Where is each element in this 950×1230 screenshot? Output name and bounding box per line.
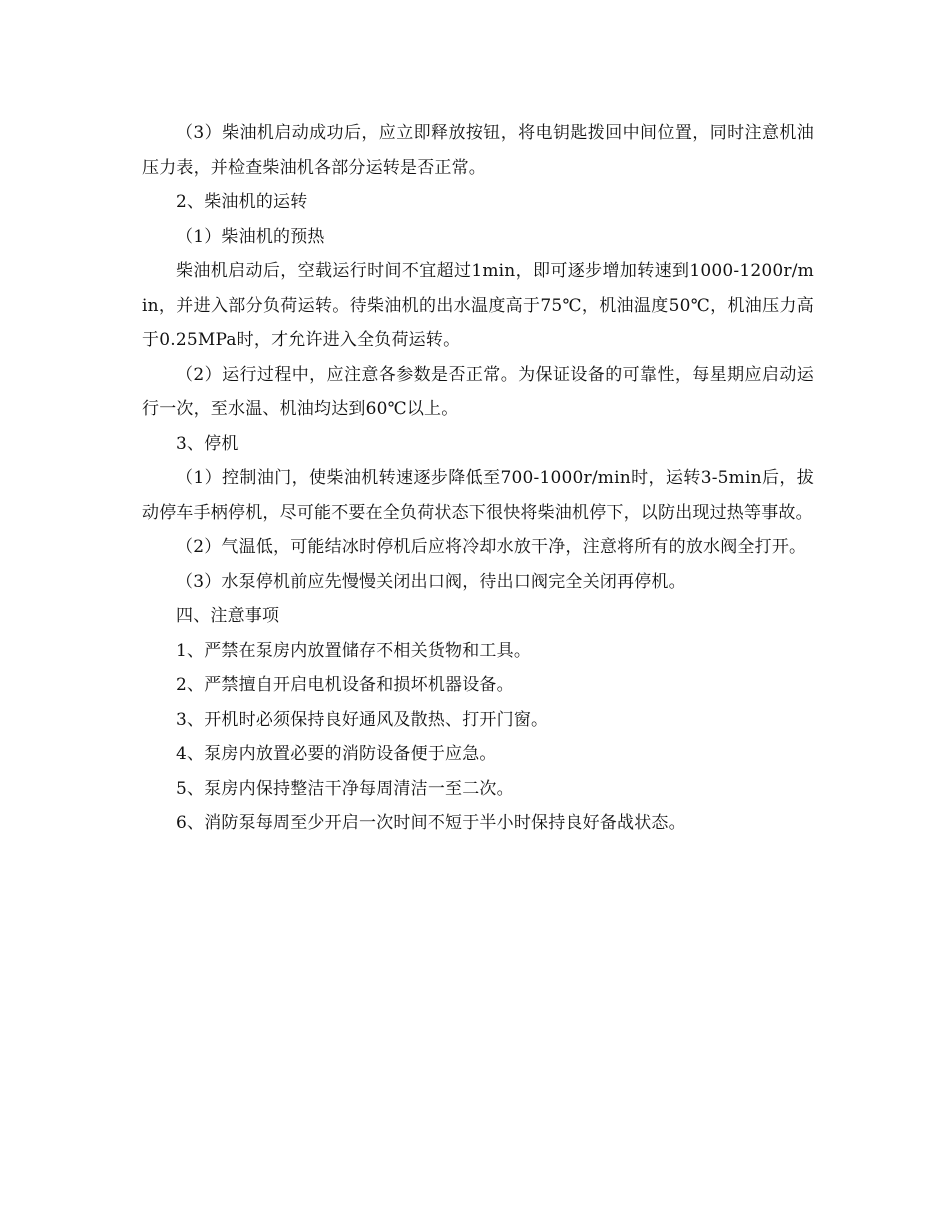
list-item-precaution-6: 6、消防泵每周至少开启一次时间不短于半小时保持良好备战状态。 — [176, 813, 686, 833]
paragraph-preheat-detail: 柴油机启动后，空载运行时间不宜超过1min，即可逐步增加转速到1000-1200r/min，并进入部分负荷运转。待柴油机的出水温度高于75℃，机油温度50℃，机油压力高于0.25MPa时，才允许进入全负荷运转。 — [142, 261, 814, 350]
list-item-precaution-1: 1、严禁在泵房内放置储存不相关货物和工具。 — [176, 640, 532, 661]
list-item-precaution-5: 5、泵房内保持整洁干净每周清洁一至二次。 — [176, 778, 514, 799]
paragraph-pump-stop: （3）水泵停机前应先慢慢关闭出口阀，待出口阀完全关闭再停机。 — [176, 571, 686, 592]
list-item-precaution-2: 2、严禁擅自开启电机设备和损坏机器设备。 — [176, 675, 514, 695]
subheading-preheat: （1）柴油机的预热 — [176, 226, 325, 247]
paragraph-shutdown-throttle: （1）控制油门，使柴油机转速逐步降低至700-1000r/min时，运转3-5min后，拔动停车手柄停机，尽可能不要在全负荷状态下很快将柴油机停下，以防出现过热等事故。 — [142, 468, 814, 523]
paragraph-start-confirm: （3）柴油机启动成功后，应立即释放按钮，将电钥匙拨回中间位置，同时注意机油压力表，并检查柴油机各部分运转是否正常。 — [142, 123, 814, 178]
heading-shutdown: 3、停机 — [176, 433, 239, 454]
document-body — [142, 116, 814, 841]
list-item-precaution-4: 4、泵房内放置必要的消防设备便于应急。 — [176, 744, 497, 764]
paragraph-shutdown-cold: （2）气温低，可能结冰时停机后应将冷却水放干净，注意将所有的放水阀全打开。 — [176, 537, 807, 557]
paragraph-running-check: （2）运行过程中，应注意各参数是否正常。为保证设备的可靠性，每星期应启动运行一次，至水温、机油均达到60℃以上。 — [142, 364, 814, 419]
heading-diesel-operation: 2、柴油机的运转 — [176, 192, 308, 212]
heading-precautions: 四、注意事项 — [176, 606, 280, 626]
list-item-precaution-3: 3、开机时必须保持良好通风及散热、打开门窗。 — [176, 709, 549, 730]
